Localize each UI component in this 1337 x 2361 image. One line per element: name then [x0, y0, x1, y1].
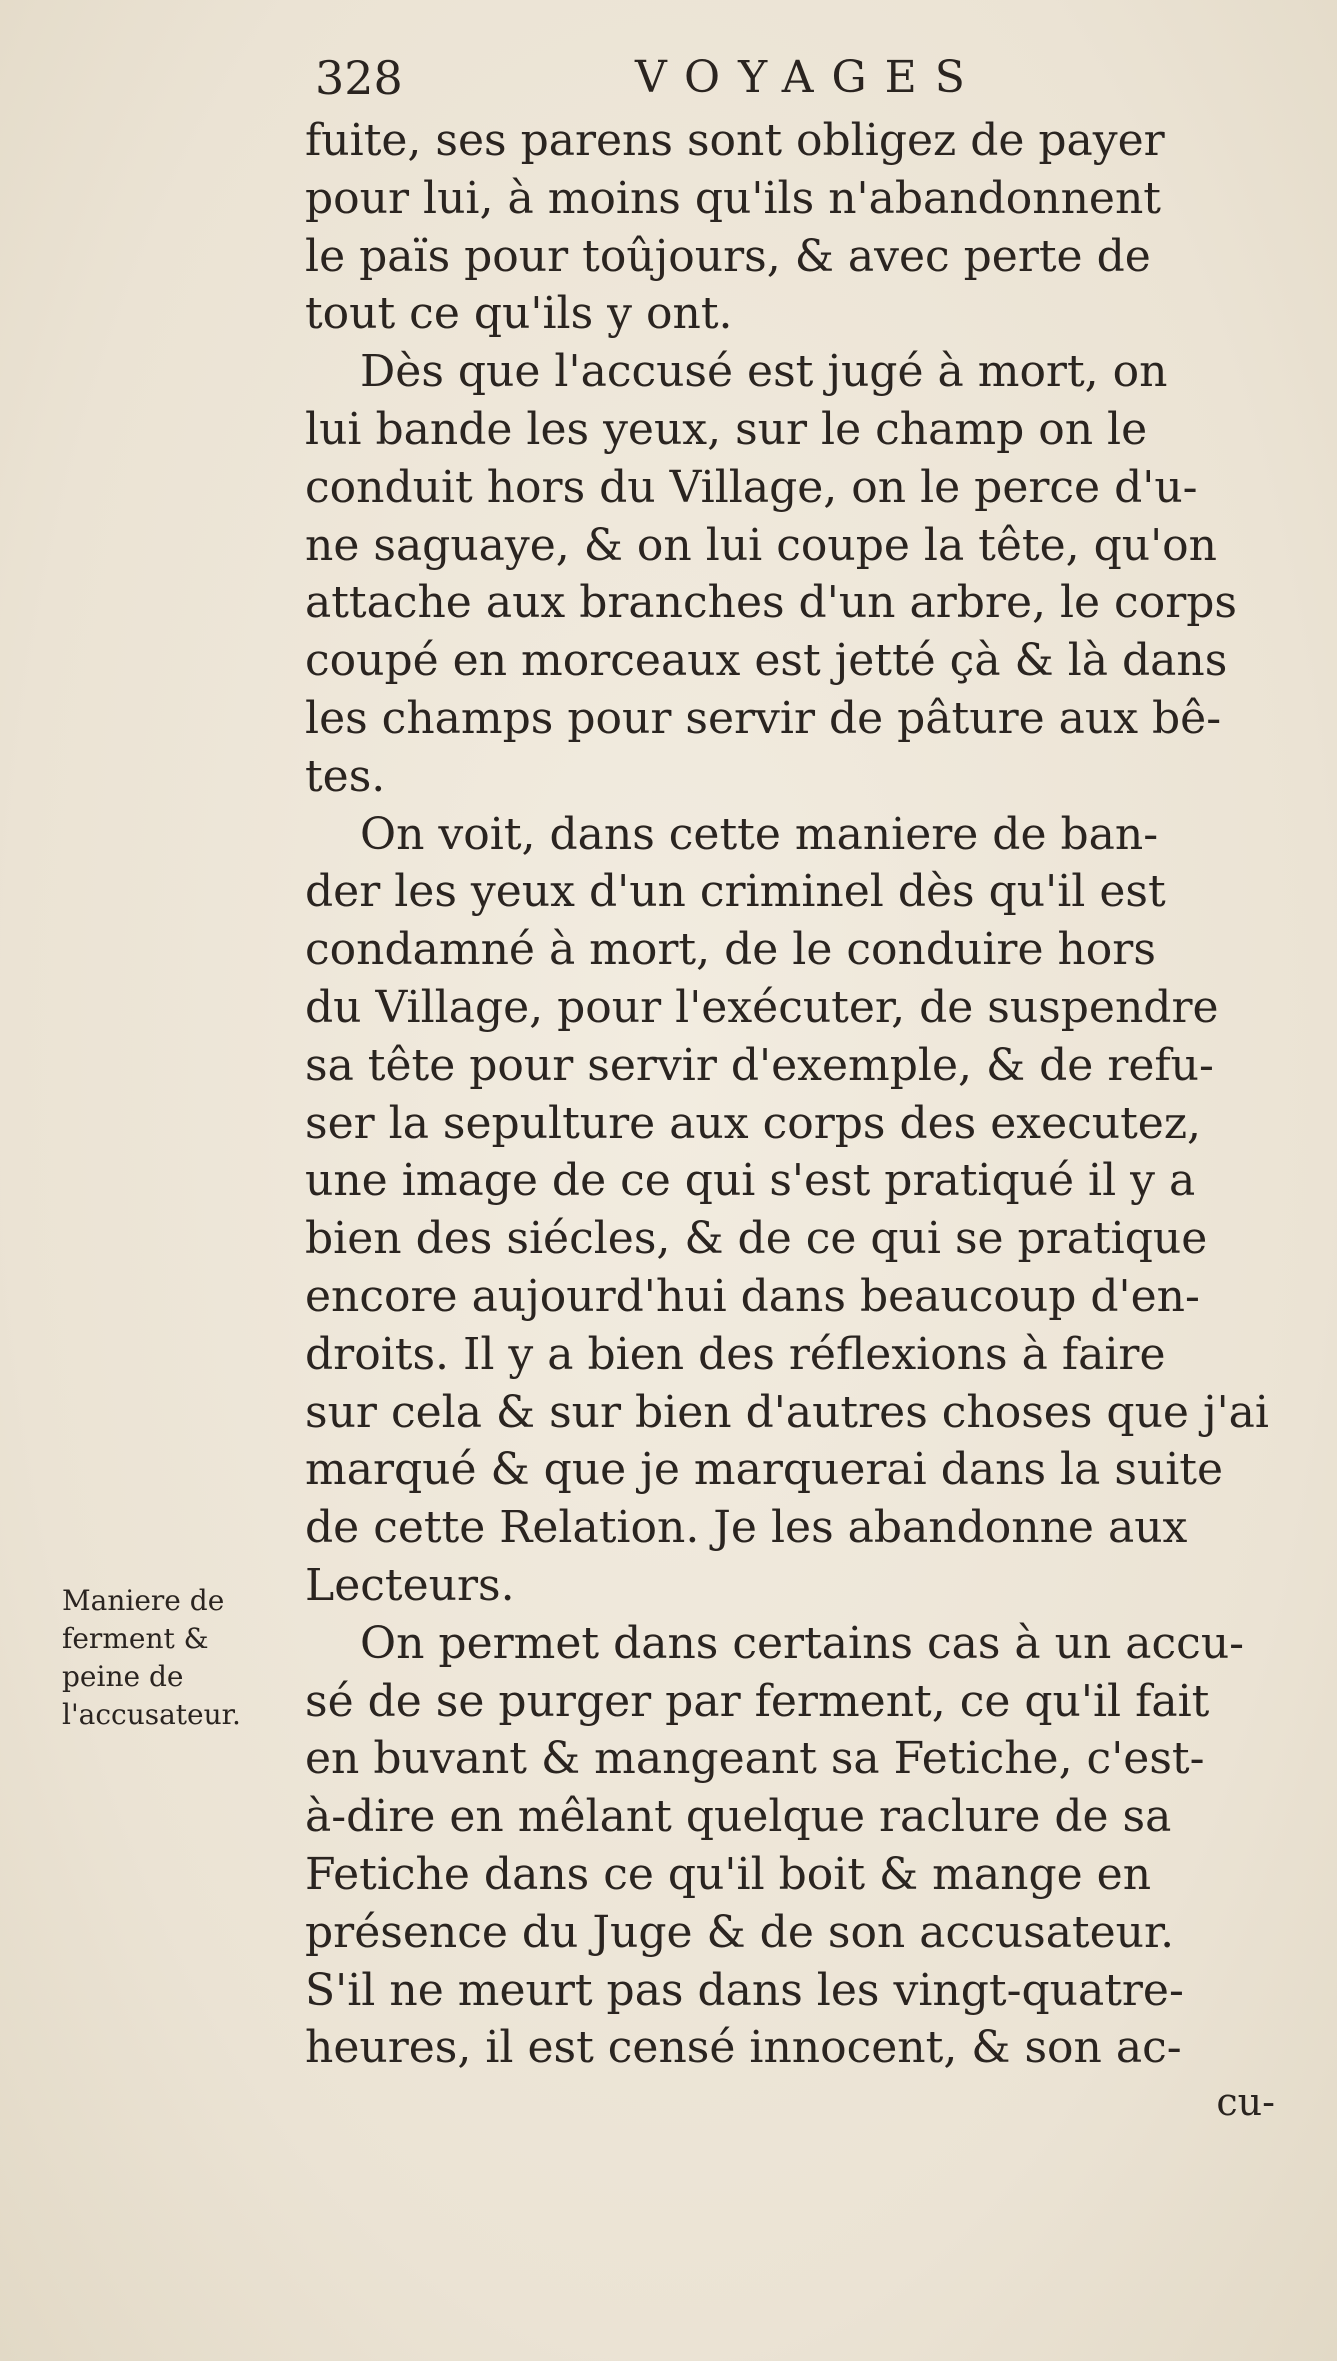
text-line: coupé en morceaux est jetté çà & là dans: [305, 635, 1228, 687]
text-line: condamné à mort, de le conduire hors: [305, 924, 1156, 976]
running-title: VOYAGES: [635, 52, 983, 103]
margin-note: [62, 1582, 302, 1734]
margin-note-line: Maniere de: [62, 1584, 225, 1617]
text-line: droits. Il y a bien des réflexions à faire: [305, 1328, 1166, 1380]
text-line: Lecteurs.: [305, 1559, 515, 1611]
text-line: fuite, ses parens sont obligez de payer: [305, 115, 1165, 166]
text-line: marqué & que je marquerai dans la suite: [305, 1444, 1224, 1496]
text-line: conduit hors du Village, on le perce d'u-: [305, 461, 1198, 513]
text-line: une image de ce qui s'est pratiqué il y a: [305, 1155, 1196, 1207]
margin-note-line: ferment &: [62, 1622, 209, 1655]
text-line: ne saguaye, & on lui coupe la tête, qu'on: [305, 519, 1218, 571]
text-line: les champs pour servir de pâture aux bê-: [305, 692, 1222, 744]
page-header: [315, 48, 1035, 108]
text-line: sur cela & sur bien d'autres choses que j'ai: [305, 1386, 1269, 1438]
text-line: On voit, dans cette maniere de ban-: [360, 808, 1159, 860]
catchword: cu-: [1216, 2080, 1275, 2125]
text-line: encore aujourd'hui dans beaucoup d'en-: [305, 1270, 1200, 1322]
text-line: der les yeux d'un criminel dès qu'il est: [305, 866, 1166, 918]
text-line: Fetiche dans ce qu'il boit & mange en: [305, 1848, 1152, 1900]
text-line: bien des siécles, & de ce qui se pratique: [305, 1213, 1208, 1265]
text-line: présence du Juge & de son accusateur.: [305, 1906, 1175, 1958]
margin-note-line: l'accusateur.: [62, 1698, 241, 1731]
text-line: ser la sepulture aux corps des executez,: [305, 1097, 1202, 1149]
margin-note-line: peine de: [62, 1660, 184, 1693]
text-line: de cette Relation. Je les abandonne aux: [305, 1502, 1188, 1554]
body-text: [305, 112, 1295, 2127]
text-line: en buvant & mangeant sa Fetiche, c'est-: [305, 1733, 1205, 1785]
text-line: du Village, pour l'exécuter, de suspendre: [305, 981, 1219, 1033]
text-line: le païs pour toûjours, & avec perte de: [305, 230, 1151, 282]
text-line: S'il ne meurt pas dans les vingt-quatre-: [305, 1964, 1184, 2016]
text-line: On permet dans certains cas à un accu-: [360, 1617, 1245, 1669]
text-line: à-dire en mêlant quelque raclure de sa: [305, 1791, 1172, 1843]
text-line: heures, il est censé innocent, & son ac-: [305, 2022, 1182, 2074]
text-line: lui bande les yeux, sur le champ on le: [305, 403, 1148, 455]
text-line: Dès que l'accusé est jugé à mort, on: [360, 346, 1168, 398]
text-line: attache aux branches d'un arbre, le corps: [305, 577, 1237, 629]
page-number: 328: [315, 51, 403, 105]
text-line: tes.: [305, 750, 386, 802]
text-line: tout ce qu'ils y ont.: [305, 288, 733, 340]
text-line: pour lui, à moins qu'ils n'abandonnent: [305, 172, 1161, 224]
text-line: sa tête pour servir d'exemple, & de refu-: [305, 1039, 1214, 1091]
text-line: sé de se purger par ferment, ce qu'il fait: [305, 1675, 1210, 1727]
